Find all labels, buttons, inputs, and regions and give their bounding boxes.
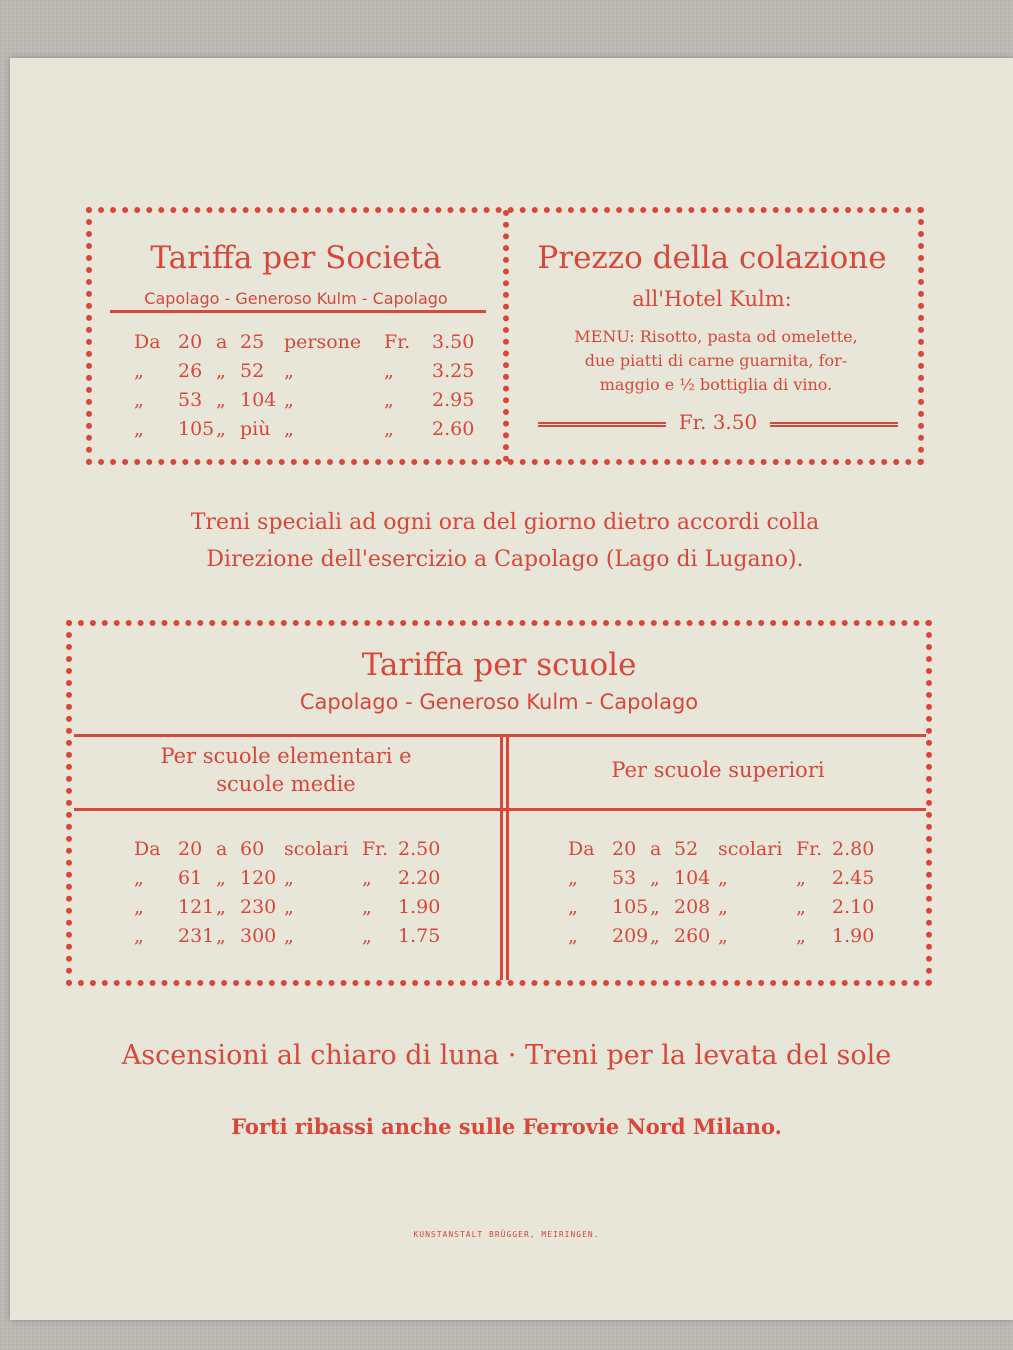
rate-cell-pre: „	[134, 896, 144, 918]
ribassi-line: Forti ribassi anche sulle Ferrovie Nord Milano.	[231, 1114, 782, 1139]
rate-cell-price: 2.80	[832, 838, 875, 860]
rate-cell-pre: Da	[134, 331, 161, 353]
rate-cell-price: 1.90	[832, 925, 875, 947]
rate-cell-sep: „	[216, 418, 226, 440]
rate-cell-price: 2.60	[432, 418, 475, 440]
societa-route-underline	[110, 310, 486, 313]
treni-speciali-line1: Treni speciali ad ogni ora del giorno dietro accordi colla	[190, 510, 820, 535]
scuole-divider	[500, 737, 509, 980]
rate-cell-price: 1.75	[398, 925, 441, 947]
rate-cell-from: 231	[178, 925, 215, 947]
rate-cell-sep: „	[216, 867, 226, 889]
rate-cell-unit: „	[718, 867, 728, 889]
rate-cell-to: 104	[240, 389, 277, 411]
colazione-price-rule-right	[770, 422, 898, 427]
societa-title: Tariffa per Società	[150, 240, 442, 276]
rate-cell-from: 105	[178, 418, 215, 440]
rate-cell-sep: „	[216, 360, 226, 382]
treni-speciali-line2: Direzione dell'esercizio a Capolago (Lago di Lugano).	[206, 547, 804, 572]
rate-cell-cur: Fr.	[362, 838, 389, 860]
rate-cell-pre: „	[134, 867, 144, 889]
rate-cell-unit: „	[718, 896, 728, 918]
rate-cell-cur: „	[796, 925, 806, 947]
rate-cell-to: 104	[674, 867, 711, 889]
rate-cell-from: 20	[612, 838, 637, 860]
rate-cell-price: 3.25	[432, 360, 475, 382]
rate-cell-cur: Fr.	[384, 331, 411, 353]
rate-cell-unit: „	[284, 389, 294, 411]
rate-cell-pre: „	[568, 925, 578, 947]
rate-cell-to: 230	[240, 896, 277, 918]
rate-cell-cur: Fr.	[796, 838, 823, 860]
rate-cell-cur: „	[796, 867, 806, 889]
rate-cell-price: 2.95	[432, 389, 475, 411]
rate-cell-cur: „	[796, 896, 806, 918]
rate-cell-unit: „	[284, 418, 294, 440]
rate-cell-sep: a	[650, 838, 662, 860]
scuole-title: Tariffa per scuole	[361, 647, 637, 683]
rate-cell-sep: „	[216, 896, 226, 918]
rate-cell-sep: „	[216, 389, 226, 411]
rate-cell-to: 120	[240, 867, 277, 889]
rate-cell-price: 1.90	[398, 896, 441, 918]
rate-cell-unit: „	[284, 360, 294, 382]
rate-cell-to: 208	[674, 896, 711, 918]
rate-cell-pre: „	[134, 925, 144, 947]
top-frame-divider	[503, 210, 509, 462]
rate-cell-from: 105	[612, 896, 649, 918]
rate-cell-price: 2.45	[832, 867, 875, 889]
rate-cell-sep: „	[650, 867, 660, 889]
scuole-left-header-line2: scuole medie	[216, 772, 356, 796]
rate-cell-price: 3.50	[432, 331, 475, 353]
rate-cell-from: 53	[612, 867, 637, 889]
rate-cell-sep: a	[216, 331, 228, 353]
rate-cell-from: 20	[178, 331, 203, 353]
rate-cell-from: 20	[178, 838, 203, 860]
rate-cell-from: 209	[612, 925, 649, 947]
rate-cell-unit: scolari	[284, 838, 349, 860]
ascensioni-line: Ascensioni al chiaro di luna · Treni per la levata del sole	[121, 1040, 892, 1071]
rate-cell-pre: „	[134, 418, 144, 440]
rate-cell-sep: „	[650, 925, 660, 947]
societa-route: Capolago - Generoso Kulm - Capolago	[144, 289, 448, 308]
rate-cell-pre: „	[568, 896, 578, 918]
colazione-price-rule-left	[538, 422, 666, 427]
rate-cell-price: 2.10	[832, 896, 875, 918]
rate-cell-unit: „	[284, 925, 294, 947]
rate-cell-price: 2.20	[398, 867, 441, 889]
rate-cell-cur: „	[362, 896, 372, 918]
colazione-menu-line3: maggio e ½ bottiglia di vino.	[599, 375, 833, 394]
scuole-route: Capolago - Generoso Kulm - Capolago	[299, 690, 699, 714]
rate-cell-unit: scolari	[718, 838, 783, 860]
rate-cell-price: 2.50	[398, 838, 441, 860]
rate-cell-sep: a	[216, 838, 228, 860]
rate-cell-cur: „	[362, 925, 372, 947]
rate-cell-unit: „	[284, 896, 294, 918]
rate-cell-to: 25	[240, 331, 265, 353]
rate-cell-to: 60	[240, 838, 265, 860]
rate-cell-pre: Da	[134, 838, 161, 860]
rate-cell-to: 52	[240, 360, 265, 382]
rate-cell-pre: „	[134, 389, 144, 411]
rate-cell-from: 61	[178, 867, 203, 889]
rate-cell-cur: „	[384, 418, 394, 440]
rate-cell-pre: Da	[568, 838, 595, 860]
rate-cell-to: più	[240, 418, 271, 440]
colazione-menu-line1: MENU: Risotto, pasta od omelette,	[574, 327, 858, 346]
rate-cell-pre: „	[134, 360, 144, 382]
rate-cell-to: 300	[240, 925, 277, 947]
rate-cell-to: 260	[674, 925, 711, 947]
scuole-right-header: Per scuole superiori	[611, 758, 825, 782]
rate-cell-cur: „	[384, 360, 394, 382]
rate-cell-sep: „	[216, 925, 226, 947]
rate-cell-from: 53	[178, 389, 203, 411]
rate-cell-unit: persone	[284, 331, 362, 353]
printer-credit: KUNSTANSTALT BRÜGGER, MEIRINGEN.	[413, 1230, 600, 1239]
colazione-price: Fr. 3.50	[678, 410, 758, 434]
colazione-menu-line2: due piatti di carne guarnita, for-	[584, 351, 848, 370]
scuole-left-header-line1: Per scuole elementari e	[160, 744, 412, 768]
rate-cell-from: 121	[178, 896, 215, 918]
rate-cell-from: 26	[178, 360, 203, 382]
rate-cell-unit: „	[284, 867, 294, 889]
rate-cell-unit: „	[718, 925, 728, 947]
rate-cell-cur: „	[384, 389, 394, 411]
rate-cell-cur: „	[362, 867, 372, 889]
colazione-subtitle: all'Hotel Kulm:	[632, 287, 792, 311]
rate-cell-to: 52	[674, 838, 699, 860]
colazione-title: Prezzo della colazione	[537, 240, 887, 276]
rate-cell-pre: „	[568, 867, 578, 889]
rate-cell-sep: „	[650, 896, 660, 918]
